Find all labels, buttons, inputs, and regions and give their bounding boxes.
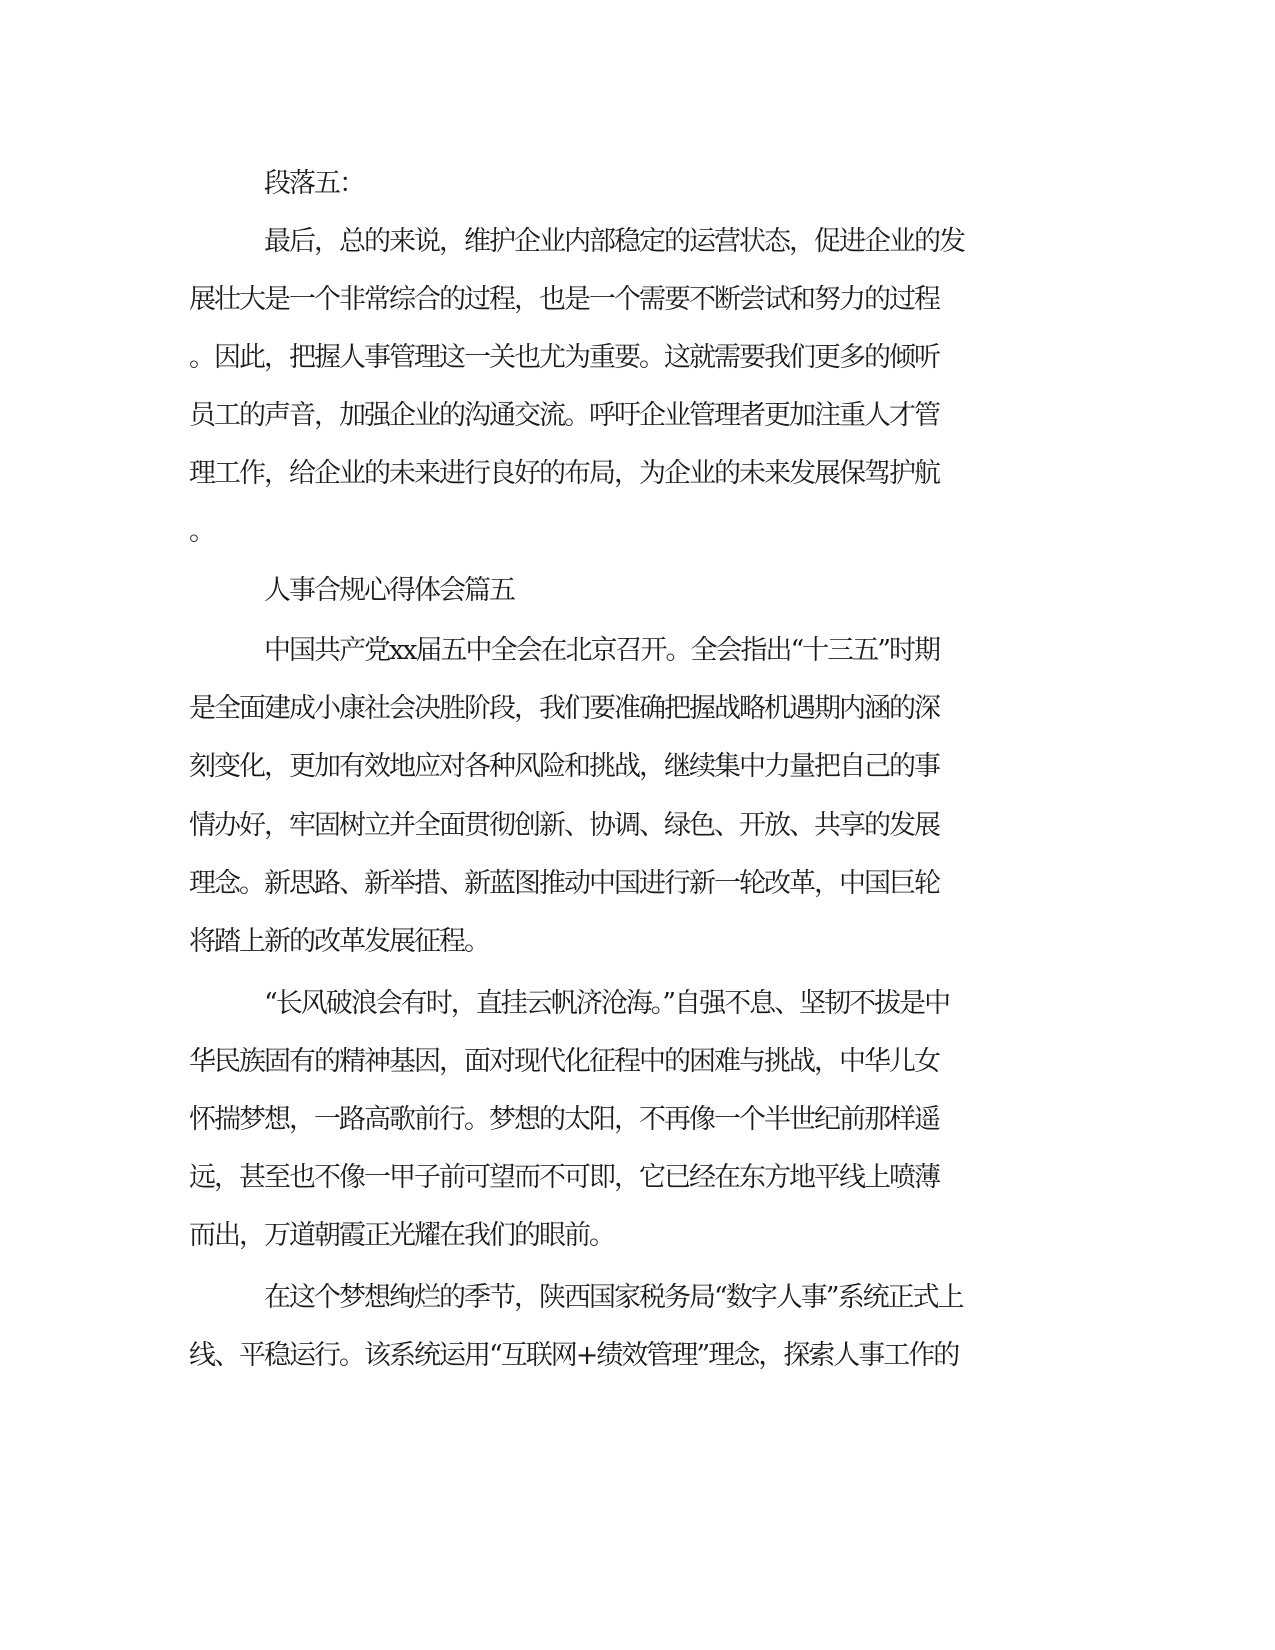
paragraph-line: 是全面建成小康社会决胜阶段，我们要准确把握战略机遇期内涵的深	[189, 693, 939, 724]
paragraph-line: 远，甚至也不像一甲子前可望而不可即，它已经在东方地平线上喷薄	[189, 1162, 939, 1193]
paragraph-line: 。	[189, 516, 214, 547]
paragraph-line: 。因此，把握人事管理这一关也尤为重要。这就需要我们更多的倾听	[189, 342, 939, 373]
section-heading-duanluowu: 段落五：	[264, 168, 364, 199]
paragraph-line: 理念。新思路、新举措、新蓝图推动中国进行新一轮改革，中国巨轮	[189, 868, 939, 899]
paragraph-line: 刻变化，更加有效地应对各种风险和挑战，继续集中力量把自己的事	[189, 751, 939, 782]
paragraph-line: 情办好，牢固树立并全面贯彻创新、协调、绿色、开放、共享的发展	[189, 810, 939, 841]
paragraph-line: 中国共产党xx届五中全会在北京召开。全会指出“十三五”时期	[264, 635, 940, 666]
paragraph-line: 在这个梦想绚烂的季节，陕西国家税务局“数字人事”系统正式上	[264, 1282, 963, 1313]
paragraph-line: 而出，万道朝霞正光耀在我们的眼前。	[189, 1220, 614, 1251]
section-heading-chapter-five: 人事合规心得体会篇五	[264, 575, 514, 606]
paragraph-line: 将踏上新的改革发展征程。	[189, 926, 489, 957]
paragraph-line: 员工的声音，加强企业的沟通交流。呼吁企业管理者更加注重人才管	[189, 400, 939, 431]
paragraph-line: 最后，总的来说，维护企业内部稳定的运营状态，促进企业的发	[264, 226, 964, 257]
paragraph-line: 怀揣梦想，一路高歌前行。梦想的太阳，不再像一个半世纪前那样遥	[189, 1104, 939, 1135]
paragraph-line: “长风破浪会有时，直挂云帆济沧海。”自强不息、坚韧不拔是中	[264, 988, 950, 1019]
paragraph-line: 华民族固有的精神基因，面对现代化征程中的困难与挑战，中华儿女	[189, 1046, 939, 1077]
paragraph-line: 理工作，给企业的未来进行良好的布局，为企业的未来发展保驾护航	[189, 458, 939, 489]
paragraph-line: 线、平稳运行。该系统运用“互联网+绩效管理”理念，探索人事工作的	[189, 1340, 959, 1371]
paragraph-line: 展壮大是一个非常综合的过程，也是一个需要不断尝试和努力的过程	[189, 284, 939, 315]
